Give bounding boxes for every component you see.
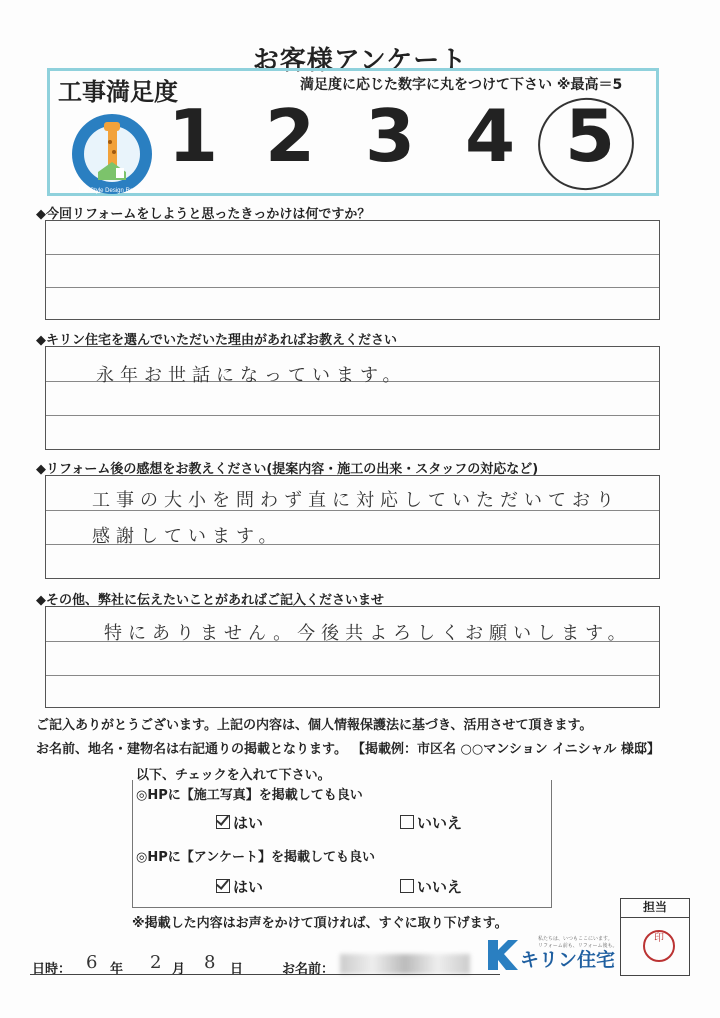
month-unit: 月 xyxy=(172,962,186,977)
answer-3-line-2: 感謝しています。 xyxy=(92,526,283,547)
permission-1-yes[interactable] xyxy=(216,812,263,833)
permission-2-label: ◎HPに【アンケート】を掲載しても良い xyxy=(136,850,375,865)
brand-tagline-1: 私たちは、いつもここにいます。 xyxy=(538,936,613,942)
scale-3[interactable]: 3 xyxy=(365,94,416,178)
staff-seal xyxy=(643,930,675,962)
satisfaction-instruction: 満足度に応じた数字に丸をつけて下さい ※最高＝5 xyxy=(300,77,623,93)
permission-1-label: ◎HPに【施工写真】を掲載しても良い xyxy=(136,788,363,803)
redacted-name xyxy=(340,954,470,974)
answer-box-4[interactable] xyxy=(45,606,660,708)
scale-2[interactable]: 2 xyxy=(265,94,316,178)
answer-box-3[interactable] xyxy=(45,475,660,579)
year-unit: 年 xyxy=(110,962,124,977)
day-unit: 日 xyxy=(230,962,244,977)
giraffe-logo xyxy=(70,112,154,196)
kirin-brand-logo xyxy=(486,932,620,974)
removal-note: ※掲載した内容はお声をかけて頂ければ、すぐに取り下げます。 xyxy=(132,916,508,931)
permission-1-yes-label: はい xyxy=(233,814,264,832)
checkbox-checked-icon[interactable] xyxy=(216,815,230,829)
publication-example: 【掲載例：市区名 ○○マンション イニシャル 様邸】 xyxy=(352,742,660,757)
scale-1[interactable]: 1 xyxy=(168,94,219,178)
privacy-note: ご記入ありがとうございます。上記の内容は、個人情報保護法に基づき、活用させて頂きます。 xyxy=(36,718,593,733)
page-title: お客様アンケート xyxy=(252,46,468,76)
question-3-label: ◆リフォーム後の感想をお教えください(提案内容・施工の出来・スタッフの対応など) xyxy=(36,462,539,477)
answer-box-1[interactable] xyxy=(45,220,660,320)
date-month[interactable]: 2 xyxy=(150,952,162,973)
question-1-label: ◆今回リフォームをしようと思ったきっかけは何ですか？ xyxy=(36,207,371,222)
scale-5[interactable]: 5 xyxy=(565,94,616,178)
footer-rule xyxy=(30,974,500,975)
permission-2-yes[interactable] xyxy=(216,876,263,897)
checkbox-icon[interactable] xyxy=(400,879,414,893)
permission-2-no-label: いいえ xyxy=(417,878,463,896)
answer-3-line-1: 工事の大小を問わず直に対応していただいており xyxy=(92,490,620,511)
seal-text: 印 xyxy=(654,933,664,944)
check-intro: 以下、チェックを入れて下さい。 xyxy=(136,768,331,783)
brand-name: キリン住宅 xyxy=(520,950,616,971)
permission-2-no[interactable] xyxy=(400,876,462,897)
answer-box-2[interactable] xyxy=(45,346,660,450)
date-day[interactable]: 8 xyxy=(204,952,216,973)
checkbox-checked-icon[interactable] xyxy=(216,879,230,893)
date-label: 日時： xyxy=(32,962,72,977)
permission-1-no[interactable] xyxy=(400,812,462,833)
checkbox-icon[interactable] xyxy=(400,815,414,829)
satisfaction-title: 工事満足度 xyxy=(58,78,178,106)
name-label: お名前： xyxy=(282,962,335,977)
answer-4-line-1: 特にありません。今後共よろしくお願いします。 xyxy=(104,623,632,644)
brand-tagline-2: リフォーム前も、リフォーム後も。 xyxy=(538,943,618,949)
question-4-label: ◆その他、弊社に伝えたいことがあればご記入くださいませ xyxy=(36,593,384,608)
permission-1-no-label: いいえ xyxy=(417,814,463,832)
scale-4[interactable]: 4 xyxy=(465,94,516,178)
date-year[interactable]: 6 xyxy=(86,952,98,973)
question-2-label: ◆キリン住宅を選んでいただいた理由があればお教えください xyxy=(36,333,397,348)
logo-text: Life Style Design Reform xyxy=(78,188,146,194)
staff-label: 担当 xyxy=(620,898,690,918)
publication-note: お名前、地名・建物名は右記通りの掲載となります。 xyxy=(36,742,347,757)
permission-2-yes-label: はい xyxy=(233,878,264,896)
answer-2-line-1: 永年お世話になっています。 xyxy=(96,365,407,386)
